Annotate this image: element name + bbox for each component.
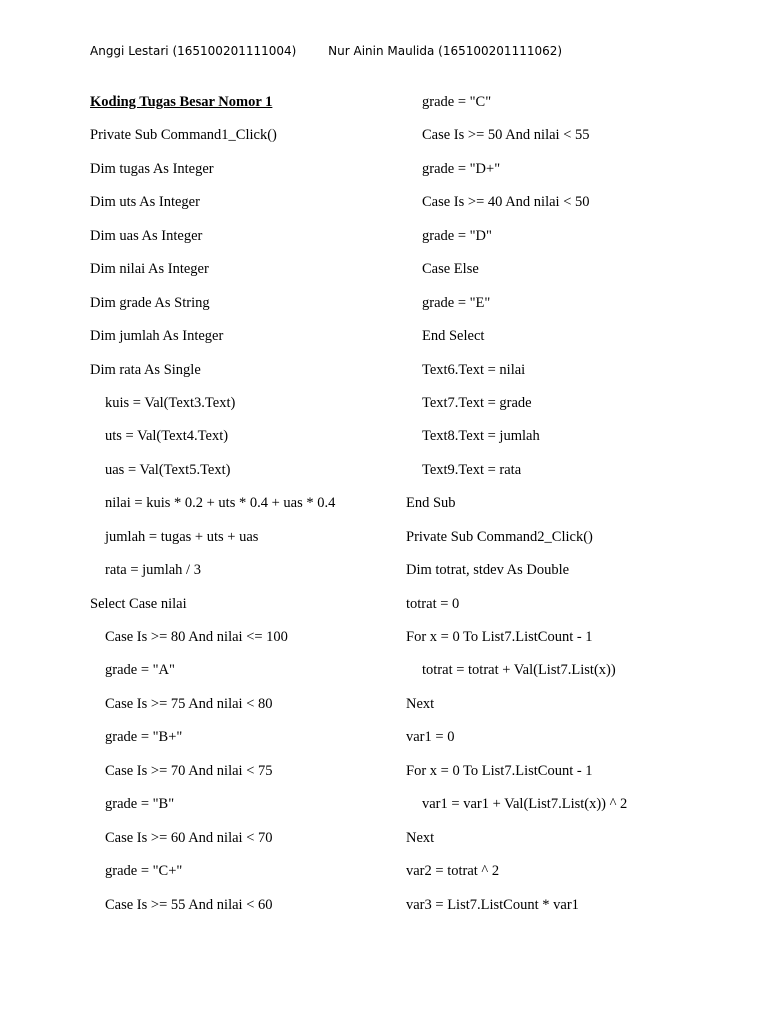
code-line: grade = "D+" [422, 160, 501, 177]
code-line: Dim nilai As Integer [90, 261, 209, 278]
code-line: var1 = var1 + Val(List7.List(x)) ^ 2 [422, 796, 628, 813]
code-line: Dim jumlah As Integer [90, 328, 224, 345]
code-line: Text8.Text = jumlah [422, 428, 540, 445]
code-line: Case Is >= 40 And nilai < 50 [422, 194, 590, 211]
code-line: Text7.Text = grade [422, 394, 532, 411]
code-line: End Select [422, 328, 485, 345]
code-line: Case Is >= 75 And nilai < 80 [105, 695, 273, 712]
code-line: Case Is >= 70 And nilai < 75 [105, 762, 273, 779]
code-line: Private Sub Command2_Click() [406, 528, 593, 545]
code-line: Dim grade As String [90, 294, 210, 311]
code-line: Case Is >= 50 And nilai < 55 [422, 127, 590, 144]
code-line: Text6.Text = nilai [422, 361, 526, 378]
code-line: grade = "B" [105, 796, 175, 813]
right-code-column [406, 91, 746, 927]
code-line: Select Case nilai [90, 595, 187, 612]
code-line: Dim totrat, stdev As Double [406, 562, 570, 579]
code-line: nilai = kuis * 0.2 + uts * 0.4 + uas * 0.4 [105, 495, 336, 512]
code-line: var3 = List7.ListCount * var1 [406, 896, 579, 913]
code-line: Private Sub Command1_Click() [90, 127, 277, 144]
code-line: grade = "C" [422, 94, 492, 110]
code-line: grade = "B+" [105, 729, 183, 746]
code-line: totrat = 0 [406, 595, 460, 612]
code-line: Dim rata As Single [90, 361, 201, 378]
code-line: var1 = 0 [406, 729, 455, 746]
author-2: Nur Ainin Maulida (165100201111062) [328, 44, 563, 58]
code-line: kuis = Val(Text3.Text) [105, 394, 236, 411]
code-line: Next [406, 829, 435, 846]
author-1: Anggi Lestari (165100201111004) [90, 44, 297, 58]
code-line: uts = Val(Text4.Text) [105, 428, 229, 445]
left-code-column [90, 91, 390, 927]
page-header [90, 44, 562, 58]
code-line: jumlah = tugas + uts + uas [105, 528, 259, 545]
code-line: For x = 0 To List7.ListCount - 1 [406, 629, 593, 645]
code-line: rata = jumlah / 3 [105, 562, 201, 579]
code-line: Case Is >= 80 And nilai <= 100 [105, 629, 288, 645]
code-line: Dim tugas As Integer [90, 160, 214, 177]
code-line: For x = 0 To List7.ListCount - 1 [406, 762, 593, 779]
code-line: End Sub [406, 495, 456, 512]
document-title: Koding Tugas Besar Nomor 1 [90, 94, 273, 110]
code-line: Case Is >= 55 And nilai < 60 [105, 896, 273, 913]
code-line: var2 = totrat ^ 2 [406, 863, 500, 880]
code-line: Dim uts As Integer [90, 194, 200, 211]
code-line: grade = "A" [105, 662, 175, 679]
code-line: Dim uas As Integer [90, 227, 203, 244]
code-line: Case Else [422, 261, 479, 278]
code-line: Case Is >= 60 And nilai < 70 [105, 829, 273, 846]
code-line: totrat = totrat + Val(List7.List(x)) [422, 662, 616, 679]
code-line: Text9.Text = rata [422, 461, 522, 478]
code-line: grade = "E" [422, 294, 491, 311]
code-line: grade = "D" [422, 227, 492, 244]
code-line: uas = Val(Text5.Text) [105, 461, 231, 478]
code-line: Next [406, 695, 435, 712]
code-line: grade = "C+" [105, 863, 183, 880]
